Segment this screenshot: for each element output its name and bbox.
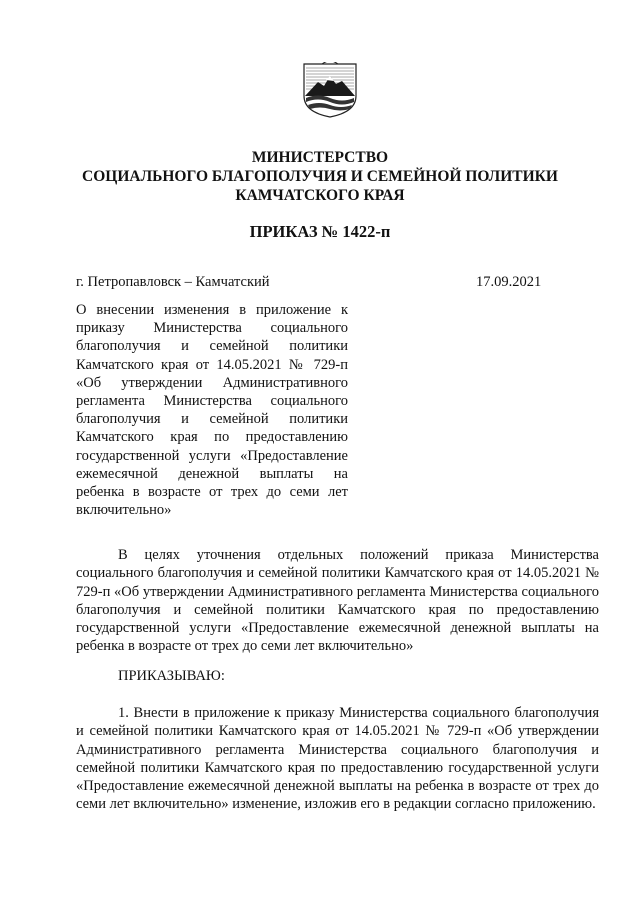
order-title: ПРИКАЗ № 1422-п	[249, 222, 391, 241]
order-place: г. Петропавловск – Камчатский	[76, 274, 270, 290]
ministry-name-line3: КАМЧАТСКОГО КРАЯ	[235, 187, 405, 204]
kamchatka-emblem-icon	[300, 62, 360, 118]
order-date: 17.09.2021	[476, 274, 542, 290]
preamble-paragraph: В целях уточнения отдельных положений приказа Министерства социального благополучия и семейной политики Камчатского края от 14.05.2021 № 729-п «Об утверждении Административного регламента Министерства социального благополучия и семейной политики Камчатского края по предоставлению государственной услуги «Предоставление ежемесячной денежной выплаты на ребенка в возрасте от трех до семи лет включительно»	[76, 547, 599, 655]
order-subject: О внесении изменения в приложение к приказу Министерства социального благополучия и семейной политики Камчатского края от 14.05.2021 № 729-п «Об утверждении Административного регламента Министерства социального благополучия и семейной политики Камчатского края по предоставлению государственной услуги «Предоставление ежемесячной денежной выплаты на ребенка в возрасте от трех до семи лет включительно»	[76, 302, 348, 519]
ministry-name-line1: МИНИСТЕРСТВО	[251, 149, 389, 166]
ministry-name-line2: СОЦИАЛЬНОГО БЛАГОПОЛУЧИЯ И СЕМЕЙНОЙ ПОЛИТИКИ	[82, 168, 558, 185]
item-1-paragraph: 1. Внести в приложение к приказу Министерства социального благополучия и семейной политики Камчатского края от 14.05.2021 № 729-п «Об утверждении Административного регламента Министерства социального благополучия и семейной политики Камчатского края по предоставлению государственной услуги «Предоставление ежемесячной денежной выплаты на ребенка в возрасте от трех до семи лет включительно» изменение, изложив его в редакции согласно приложению.	[76, 705, 599, 813]
decree-word: ПРИКАЗЫВАЮ:	[118, 668, 225, 684]
